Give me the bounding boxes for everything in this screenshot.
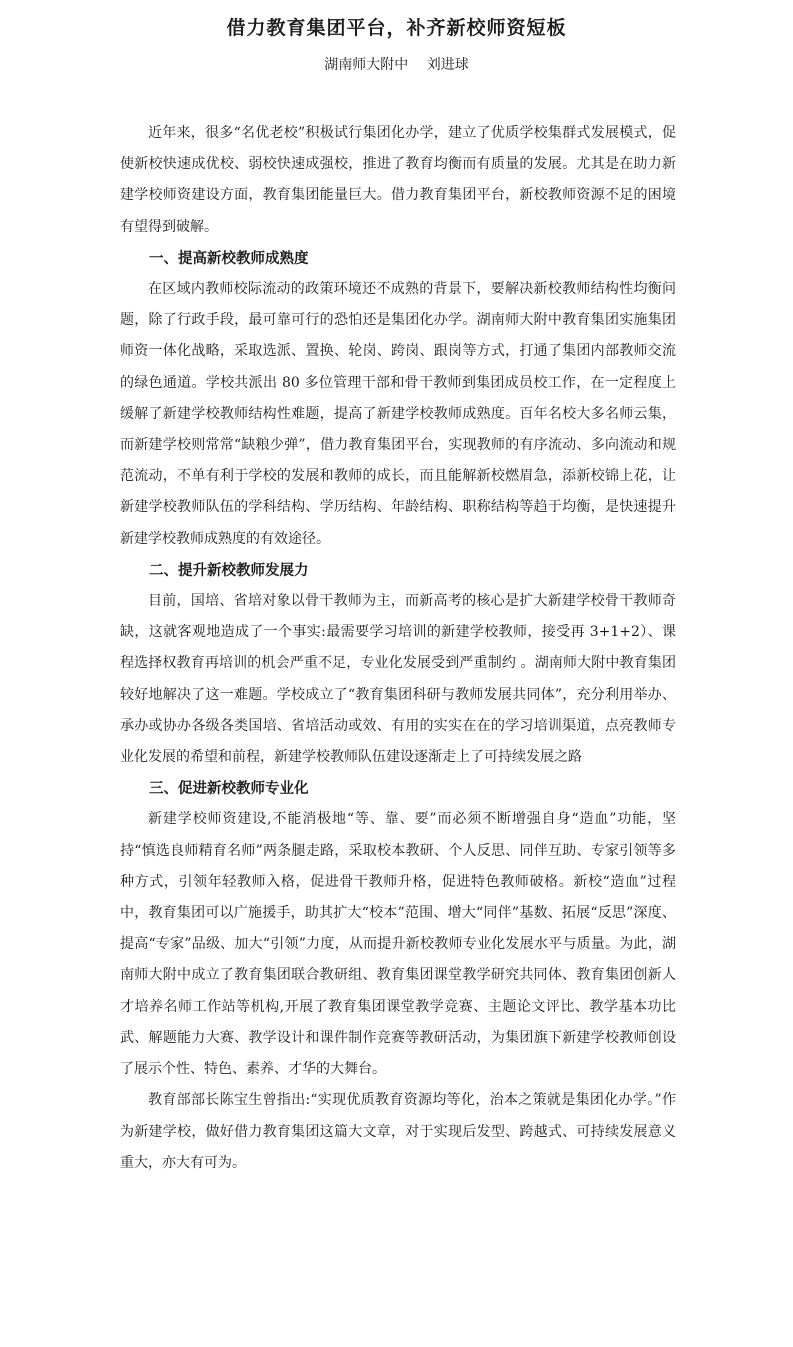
school-name: 湖南师大附中 [324,57,409,73]
section-heading: 三、促进新校教师专业化 [149,780,309,798]
section-paragraph: 新建学校师资建设,不能消极地“等、靠、要”而必须不断增强自身“造血”功能，坚持“慎选良师精育名师”两条腿走路，采取校本教研、个人反思、同伴互助、专家引领等多种方式，引领年轻教师入格，促进骨干教师升格，促进特色教师破格。新校“造血”过程中，教育集团可以广施援手，助其扩大“校本”范围、增大“同伴”基数、拓展“反思”深度、提高“专家”品级、加大“引领”力度，从而提升新校教师专业化发展水平与质量。为此，湖南师大附中成立了教育集团联合教研组、教育集团课堂教学研究共同体、教育集团创新人才培养名师工作站等机构,开展了教育集团课堂教学竞赛、主题论文评比、教学基本功比武、解题能力大赛、教学设计和课件制作竞赛等教研活动，为集团旗下新建学校教师创设了展示个性、特色、素养、才华的大舞台。 [120,811,676,1078]
closing-paragraph: 教育部部长陈宝生曾指出:“实现优质教育资源均等化，治本之策就是集团化办学。”作为新建学校，做好借力教育集团这篇大文章，对于实现后发型、跨越式、可持续发展意义重大，亦大有可为。 [120,1092,676,1171]
section-paragraph: 在区域内教师校际流动的政策环境还不成熟的背景下，要解决新校教师结构性均衡问题，除了行政手段，最可靠可行的恐怕还是集团化办学。湖南师大附中教育集团实施集团师资一体化战略，采取选派、置换、轮岗、跨岗、跟岗等方式，打通了集团内部教师交流的绿色通道。学校共派出 80 多位管理干部和骨干教师到集团成员校工作，在一定程度上缓解了新建学校教师结构性难题，提高了新建学校教师成熟度。百年名校大多名师云集，而新建学校则常常“缺粮少弹”，借力教育集团平台，实现教师的有序流动、多向流动和规范流动，不单有利于学校的发展和教师的成长，而且能解新校燃眉急，添新校锦上花，让新建学校教师队伍的学科结构、学历结构、年龄结构、职称结构等趋于均衡，是快速提升新建学校教师成熟度的有效途径。 [120,281,676,547]
intro-paragraph: 近年来，很多“名优老校”积极试行集团化办学，建立了优质学校集群式发展模式，促使新校快速成优校、弱校快速成强校，推进了教育均衡而有质量的发展。尤其是在助力新建学校师资建设方面，教育集团能量巨大。借力教育集团平台，新校教师资源不足的困境有望得到破解。 [120,125,676,235]
article-body [120,118,676,1179]
section-heading: 二、提升新校教师发展力 [149,561,309,579]
author-name: 刘进球 [426,57,469,73]
section-heading: 一、提高新校教师成熟度 [149,249,309,267]
section-paragraph: 目前，国培、省培对象以骨干教师为主，而新高考的核心是扩大新建学校骨干教师奇缺，这就客观地造成了一个事实:最需要学习培训的新建学校教师，接受再 3+1+2）、课程选择权教育再培训的机会严重不足，专业化发展受到严重制约 。湖南师大附中教育集团较好地解决了这一难题。学校成立了“教育集团科研与教师发展共同体”，充分利用举办、承办或协办各级各类国培、省培活动或效、有用的实实在在的学习培训渠道，点亮教师专业化发展的希望和前程，新建学校教师队伍建设逐渐走上了可持续发展之路 [120,593,676,766]
byline [0,54,793,76]
article-title: 借力教育集团平台，补齐新校师资短板 [226,17,567,39]
